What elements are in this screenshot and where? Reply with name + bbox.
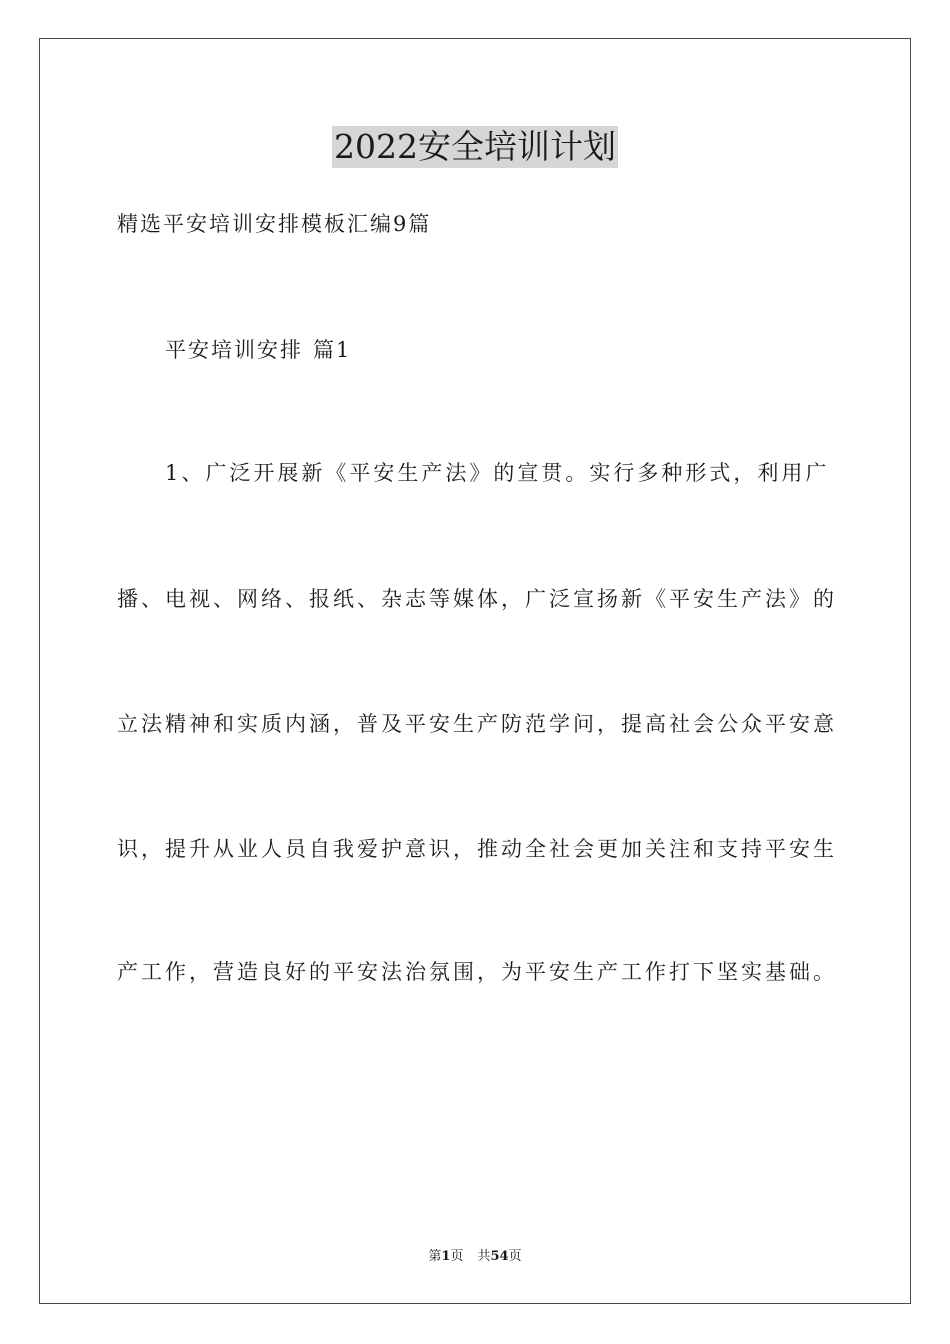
footer-total-suffix: 页 [508, 1249, 522, 1264]
footer-page-suffix: 页 [450, 1249, 464, 1264]
paragraph-line-4: 识，提升从业人员自我爱护意识，推动全社会更加关注和支持平安生 [117, 837, 837, 861]
footer-page-number: 1 [441, 1249, 451, 1264]
document-subtitle: 精选平安培训安排模板汇编9篇 [117, 212, 432, 236]
page-footer [0, 1247, 950, 1267]
section-label: 篇1 [313, 338, 352, 362]
paragraph-line-2: 播、电视、网络、报纸、杂志等媒体，广泛宣扬新《平安生产法》的 [117, 587, 837, 611]
paragraph-line-3: 立法精神和实质内涵，普及平安生产防范学问，提高社会公众平安意 [117, 712, 837, 736]
footer-total-pages: 54 [490, 1249, 509, 1264]
section-heading-text: 平安培训安排 [165, 338, 303, 362]
title-container [0, 126, 950, 168]
paragraph-line-1: 1、广泛开展新《平安生产法》的宣贯。实行多种形式，利用广 [165, 461, 830, 485]
footer-page-prefix: 第 [428, 1249, 442, 1264]
footer-total-prefix: 共 [477, 1249, 491, 1264]
section-heading [165, 334, 351, 366]
paragraph-line-5: 产工作，营造良好的平安法治氛围，为平安生产工作打下坚实基础。 [117, 960, 837, 984]
document-title: 2022安全培训计划 [334, 127, 616, 166]
